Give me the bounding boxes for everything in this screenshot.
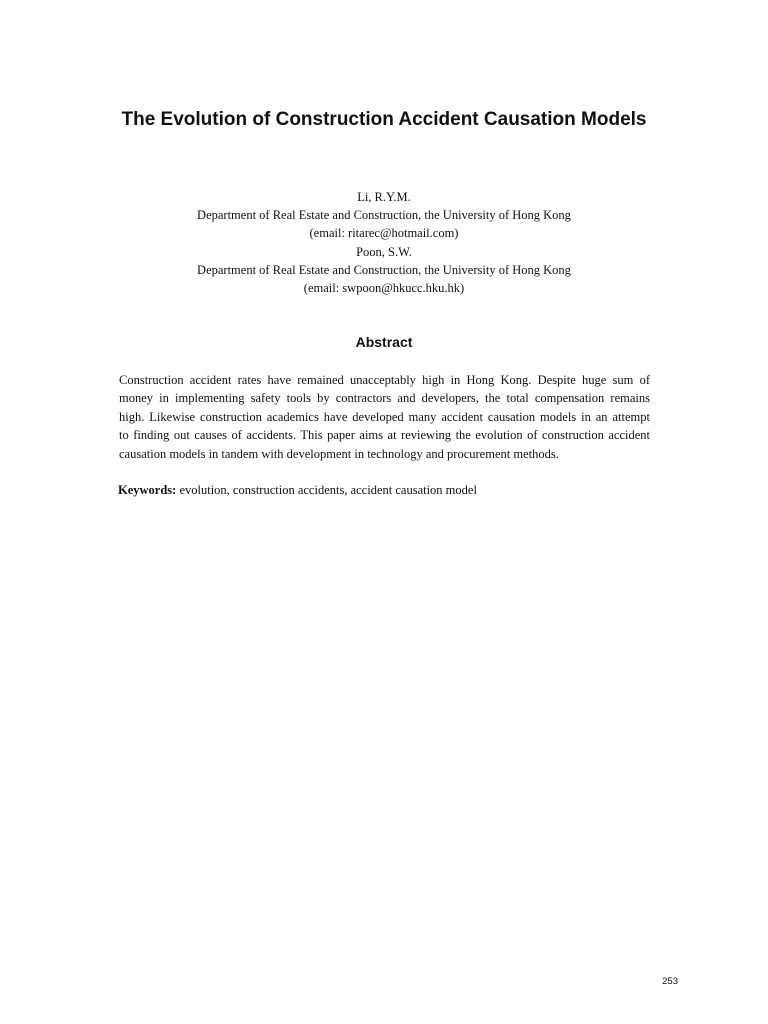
keywords-line [118, 481, 658, 499]
abstract-line: Construction accident rates have remained unacceptably high in Hong Kong. Despite huge sum of [119, 373, 650, 387]
author-name: Poon, S.W. [356, 244, 412, 259]
abstract-line: to finding out causes of accidents. This paper aims at reviewing the evolution of construction accident [119, 428, 650, 443]
abstract-heading: Abstract [355, 334, 413, 350]
keywords-text: evolution, construction accidents, accident causation model [176, 483, 477, 497]
abstract-body [119, 371, 650, 463]
author-affiliation: Department of Real Estate and Construction, the University of Hong Kong [197, 262, 571, 277]
abstract-line: high. Likewise construction academics have developed many accident causation models in an attempt [119, 409, 650, 424]
paper-title: The Evolution of Construction Accident Causation Models [121, 109, 647, 130]
keywords-label: Keywords: [118, 483, 177, 497]
author-email: (email: swpoon@hkucc.hku.hk) [303, 281, 465, 296]
author-affiliation: Department of Real Estate and Construction, the University of Hong Kong [197, 208, 571, 223]
author-block [100, 188, 668, 297]
abstract-line: money in implementing safety tools by contractors and developers, the total compensation remains [119, 391, 650, 406]
author-name: Li, R.Y.M. [357, 190, 411, 204]
abstract-line: causation models in tandem with development in technology and procurement methods. [119, 446, 559, 461]
author-email: (email: ritarec@hotmail.com) [309, 226, 459, 241]
page-number: 253 [662, 976, 678, 987]
